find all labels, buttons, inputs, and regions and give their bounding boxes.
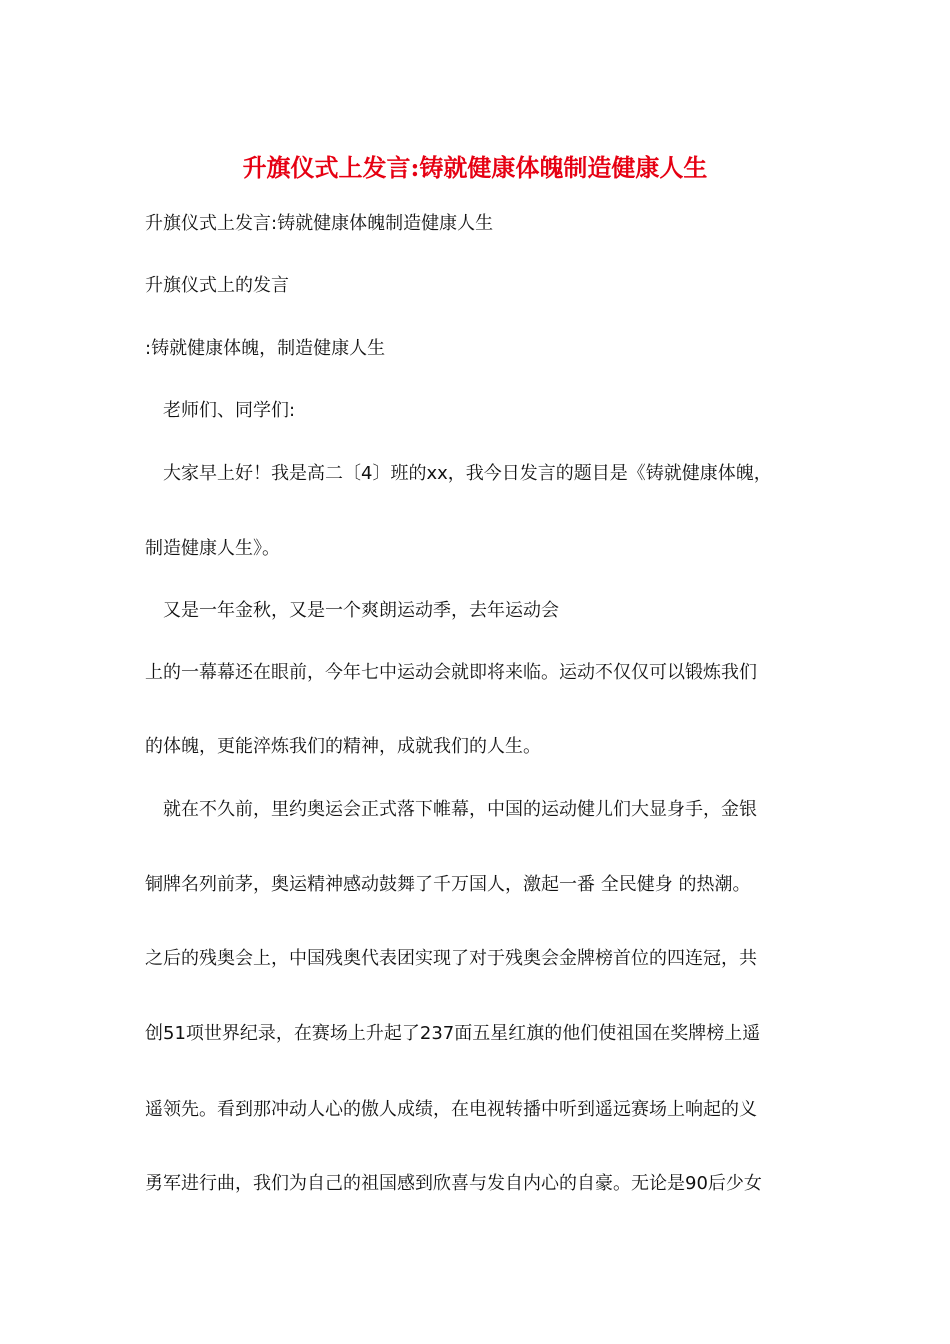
paragraph-line: :铸就健康体魄，制造健康人生 bbox=[145, 338, 386, 359]
paragraph-line: 上的一幕幕还在眼前，今年七中运动会就即将来临。运动不仅仅可以锻炼我们 bbox=[145, 662, 757, 683]
paragraph-line: 升旗仪式上的发言 bbox=[145, 275, 289, 296]
document-title: 升旗仪式上发言:铸就健康体魄制造健康人生 bbox=[242, 153, 708, 182]
paragraph-line: 之后的残奥会上，中国残奥代表团实现了对于残奥会金牌榜首位的四连冠，共 bbox=[145, 948, 757, 969]
paragraph-line: 铜牌名列前茅，奥运精神感动鼓舞了千万国人，激起一番 全民健身 的热潮。 bbox=[145, 874, 751, 895]
paragraph-line: 勇军进行曲，我们为自己的祖国感到欣喜与发自内心的自豪。无论是90后少女 bbox=[145, 1173, 762, 1194]
paragraph-line: 大家早上好！我是高二〔4〕班的xx，我今日发言的题目是《铸就健康体魄， bbox=[163, 463, 772, 484]
paragraph-line: 创51项世界纪录，在赛场上升起了237面五星红旗的他们使祖国在奖牌榜上遥 bbox=[145, 1023, 761, 1044]
paragraph-line: 的体魄，更能淬炼我们的精神，成就我们的人生。 bbox=[145, 736, 541, 757]
paragraph-line: 遥领先。看到那冲动人心的傲人成绩，在电视转播中听到遥远赛场上响起的义 bbox=[145, 1099, 757, 1120]
paragraph-line: 制造健康人生》。 bbox=[145, 538, 280, 559]
paragraph-line: 老师们、同学们: bbox=[163, 400, 296, 421]
paragraph-line: 就在不久前，里约奥运会正式落下帷幕，中国的运动健儿们大显身手，金银 bbox=[163, 799, 757, 820]
paragraph-line: 升旗仪式上发言:铸就健康体魄制造健康人生 bbox=[145, 213, 494, 234]
paragraph-line: 又是一年金秋，又是一个爽朗运动季，去年运动会 bbox=[163, 600, 559, 621]
